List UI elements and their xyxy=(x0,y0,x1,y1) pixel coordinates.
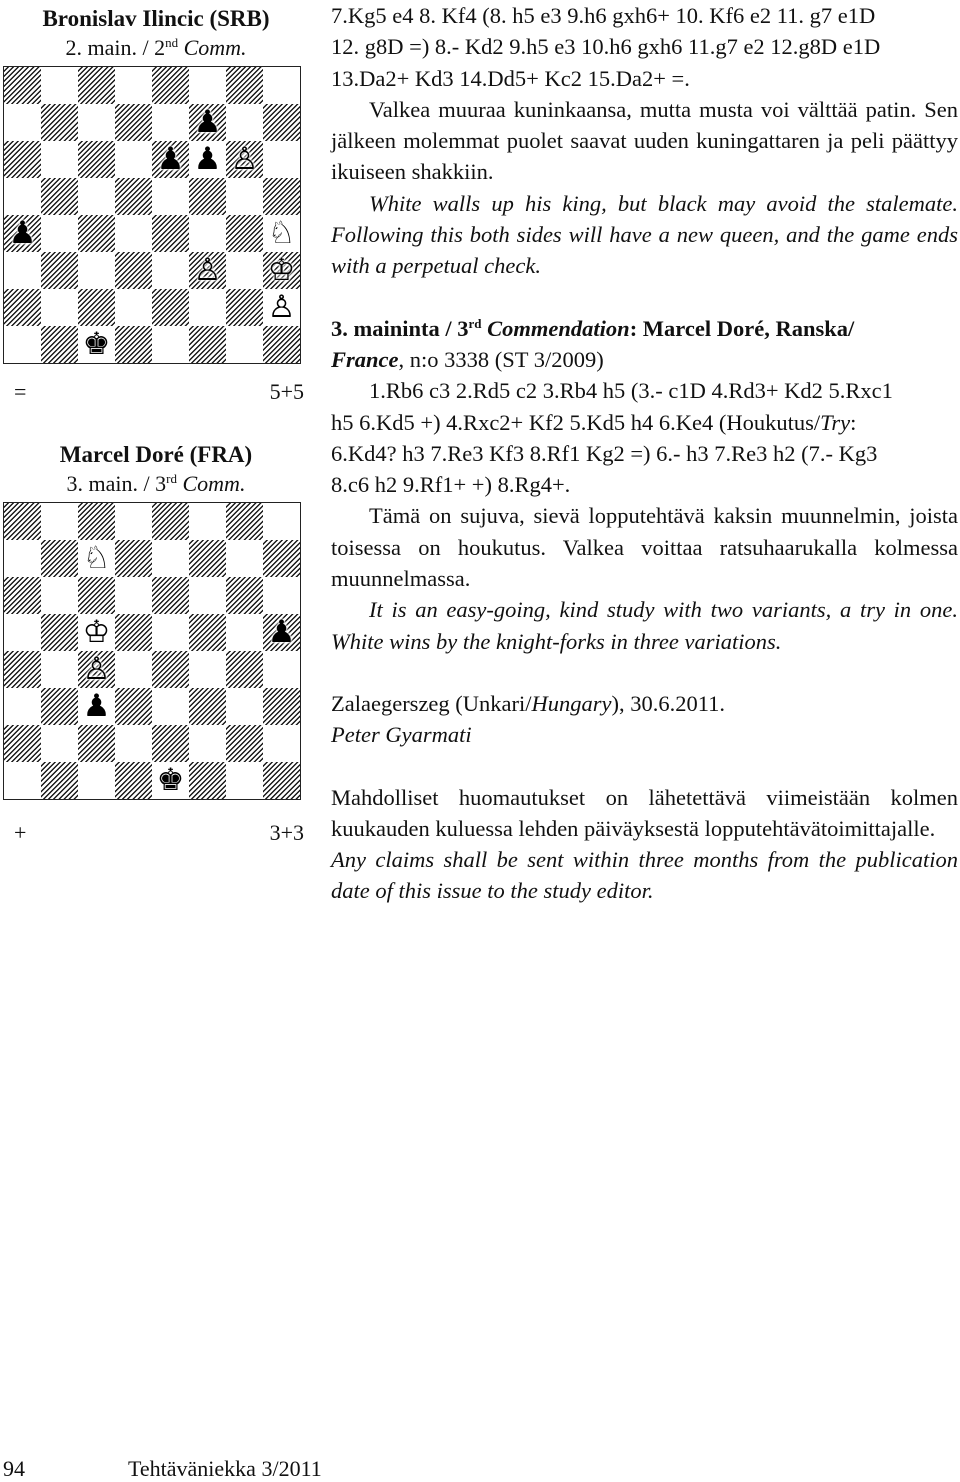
square-b6 xyxy=(41,577,78,614)
square-e5 xyxy=(152,178,189,215)
white-pawn-icon: ♙ xyxy=(193,252,222,288)
square-a1 xyxy=(4,326,41,363)
solution2-line: 6.Kd4? h3 7.Re3 Kf3 8.Rf1 Kg2 =) 6.- h3 7.Re3 h2 (7.- Kg3 xyxy=(331,440,878,466)
square-d2 xyxy=(115,725,152,762)
square-d1 xyxy=(115,762,152,799)
study1-material: 5+5 xyxy=(269,379,304,404)
square-b1 xyxy=(41,762,78,799)
square-g1 xyxy=(226,762,263,799)
square-h4 xyxy=(263,651,300,688)
square-c5 xyxy=(78,178,115,215)
square-g5 xyxy=(226,178,263,215)
square-d7 xyxy=(115,104,152,141)
square-h7 xyxy=(263,540,300,577)
square-b5 xyxy=(41,614,78,651)
square-b2 xyxy=(41,289,78,326)
square-e3 xyxy=(152,688,189,725)
square-g6 xyxy=(226,577,263,614)
square-a8 xyxy=(4,503,41,540)
square-a5 xyxy=(4,614,41,651)
white-pawn-icon: ♙ xyxy=(267,289,296,325)
study2-heading xyxy=(0,440,312,498)
square-e1 xyxy=(152,326,189,363)
solution2-line: 1.Rb6 c3 2.Rd5 c2 3.Rb4 h5 (3.- c1D 4.Rd3+ Kd2 5.Rxc1 xyxy=(369,378,893,404)
square-h5 xyxy=(263,614,300,651)
square-b8 xyxy=(41,503,78,540)
square-e5 xyxy=(152,614,189,651)
square-h1 xyxy=(263,326,300,363)
solution1-line: 7.Kg5 e4 8. Kf4 (8. h5 e3 9.h6 gxh6+ 10. Kf6 e2 11. g7 e1D xyxy=(331,3,876,28)
square-h3 xyxy=(263,688,300,725)
square-h2 xyxy=(263,725,300,762)
square-d4 xyxy=(115,215,152,252)
square-b8 xyxy=(41,67,78,104)
square-e2 xyxy=(152,725,189,762)
square-g3 xyxy=(226,688,263,725)
square-g4 xyxy=(226,215,263,252)
square-e8 xyxy=(152,67,189,104)
study2-material: 3+3 xyxy=(269,820,304,845)
square-e8 xyxy=(152,503,189,540)
square-g8 xyxy=(226,503,263,540)
square-a4 xyxy=(4,215,41,252)
square-c3 xyxy=(78,688,115,725)
chessboard-study1 xyxy=(3,66,301,364)
square-c1 xyxy=(78,762,115,799)
square-g8 xyxy=(226,67,263,104)
square-h8 xyxy=(263,67,300,104)
finnish-comment-1: Valkea muuraa kuninkaansa, mutta musta voi välttää patin. Sen jälkeen molemmat puolet saavat uuden kuningattaren ja peli päättyy ikuiseen shakkiin. xyxy=(331,96,958,185)
black-pawn-icon: ♟ xyxy=(82,688,111,724)
square-e7 xyxy=(152,104,189,141)
square-h6 xyxy=(263,141,300,178)
spacer xyxy=(331,657,958,688)
square-g5 xyxy=(226,614,263,651)
white-knight-icon: ♘ xyxy=(82,540,111,576)
square-b7 xyxy=(41,540,78,577)
square-f3 xyxy=(189,688,226,725)
solution1-line: 13.Da2+ Kd3 14.Dd5+ Kc2 15.Da2+ =. xyxy=(331,65,690,91)
english-comment-2: It is an easy-going, kind study with two variants, a try in one. White wins by the knight-forks in three variations. xyxy=(331,597,958,654)
square-a4 xyxy=(4,651,41,688)
finnish-comment-2: Tämä on sujuva, sievä lopputehtävä kaksin muunnelmin, joista toisessa on houkutus. Valkea voittaa ratsuhaarukalla kolmessa muunnelmassa. xyxy=(331,503,958,592)
study1-award: 2. main. / 2nd Comm. xyxy=(65,35,247,60)
study1-author: Bronislav Ilincic (SRB) xyxy=(42,6,270,31)
square-g7 xyxy=(226,540,263,577)
square-f7 xyxy=(189,104,226,141)
square-b1 xyxy=(41,326,78,363)
square-b3 xyxy=(41,688,78,725)
square-c6 xyxy=(78,141,115,178)
solution2-line: h5 6.Kd5 +) 4.Rxc2+ Kf2 5.Kd5 h4 6.Ke4 (Houkutus/Try: xyxy=(331,409,857,435)
square-d7 xyxy=(115,540,152,577)
square-a7 xyxy=(4,540,41,577)
square-d6 xyxy=(115,577,152,614)
square-h8 xyxy=(263,503,300,540)
square-d3 xyxy=(115,252,152,289)
square-c8 xyxy=(78,67,115,104)
square-f5 xyxy=(189,178,226,215)
square-f3 xyxy=(189,252,226,289)
white-king-icon: ♔ xyxy=(267,252,296,288)
square-c2 xyxy=(78,725,115,762)
black-king-icon: ♚ xyxy=(82,326,111,362)
magazine-title: Tehtäväniekka 3/2011 xyxy=(128,1456,322,1481)
square-c6 xyxy=(78,577,115,614)
square-e6 xyxy=(152,577,189,614)
square-b6 xyxy=(41,141,78,178)
square-h3 xyxy=(263,252,300,289)
place-date: Zalaegerszeg (Unkari/Hungary), 30.6.2011. xyxy=(331,690,726,716)
square-g1 xyxy=(226,326,263,363)
square-f2 xyxy=(189,725,226,762)
solution1-line: 12. g8D =) 8.- Kd2 9.h5 e3 10.h6 gxh6 11.g7 e2 12.g8D e1D xyxy=(331,34,881,60)
square-h2 xyxy=(263,289,300,326)
square-d1 xyxy=(115,326,152,363)
square-g4 xyxy=(226,651,263,688)
spacer xyxy=(331,282,958,313)
square-c7 xyxy=(78,540,115,577)
english-comment-1: White walls up his king, but black may avoid the stalemate. Following this both sides will have a new queen, and the game ends with a perpetual check. xyxy=(331,190,958,279)
white-knight-icon: ♘ xyxy=(267,215,296,251)
chessboard-study2 xyxy=(3,502,301,800)
square-c2 xyxy=(78,289,115,326)
white-pawn-icon: ♙ xyxy=(82,651,111,687)
square-g7 xyxy=(226,104,263,141)
square-h1 xyxy=(263,762,300,799)
square-c7 xyxy=(78,104,115,141)
square-f6 xyxy=(189,141,226,178)
white-king-icon: ♔ xyxy=(82,614,111,650)
square-a2 xyxy=(4,725,41,762)
study2-award: 3. main. / 3rd Comm. xyxy=(66,471,246,496)
square-a7 xyxy=(4,104,41,141)
square-c4 xyxy=(78,651,115,688)
english-notice: Any claims shall be sent within three months from the publication date of this issue to the study editor. xyxy=(331,847,958,904)
square-a1 xyxy=(4,762,41,799)
square-a3 xyxy=(4,252,41,289)
square-g6 xyxy=(226,141,263,178)
square-d8 xyxy=(115,503,152,540)
square-f8 xyxy=(189,67,226,104)
square-e2 xyxy=(152,289,189,326)
square-b3 xyxy=(41,252,78,289)
square-d5 xyxy=(115,614,152,651)
square-f6 xyxy=(189,577,226,614)
square-f5 xyxy=(189,614,226,651)
square-f4 xyxy=(189,651,226,688)
square-d3 xyxy=(115,688,152,725)
square-f7 xyxy=(189,540,226,577)
square-g2 xyxy=(226,289,263,326)
text-column xyxy=(331,0,958,907)
square-h6 xyxy=(263,577,300,614)
square-d4 xyxy=(115,651,152,688)
square-e1 xyxy=(152,762,189,799)
finnish-notice: Mahdolliset huomautukset on lähetettävä viimeistään kolmen kuukauden kuluessa lehden päiväyksestä lopputehtävätoimittajalle. xyxy=(331,784,958,841)
square-c5 xyxy=(78,614,115,651)
square-g3 xyxy=(226,252,263,289)
square-g2 xyxy=(226,725,263,762)
square-h4 xyxy=(263,215,300,252)
black-pawn-icon: ♟ xyxy=(193,141,222,177)
square-a5 xyxy=(4,178,41,215)
square-e7 xyxy=(152,540,189,577)
square-d6 xyxy=(115,141,152,178)
square-e6 xyxy=(152,141,189,178)
square-a8 xyxy=(4,67,41,104)
square-e4 xyxy=(152,651,189,688)
square-b4 xyxy=(41,651,78,688)
square-c1 xyxy=(78,326,115,363)
square-b7 xyxy=(41,104,78,141)
square-c8 xyxy=(78,503,115,540)
square-a2 xyxy=(4,289,41,326)
solution2-line: 8.c6 h2 9.Rf1+ +) 8.Rg4+. xyxy=(331,472,571,498)
study1-result: = xyxy=(14,379,27,404)
square-a6 xyxy=(4,141,41,178)
black-king-icon: ♚ xyxy=(156,762,185,798)
square-f1 xyxy=(189,762,226,799)
square-d8 xyxy=(115,67,152,104)
study2-result: + xyxy=(14,820,27,845)
square-f1 xyxy=(189,326,226,363)
spacer xyxy=(331,751,958,782)
square-c3 xyxy=(78,252,115,289)
black-pawn-icon: ♟ xyxy=(193,104,222,140)
study1-heading xyxy=(0,4,312,62)
square-d2 xyxy=(115,289,152,326)
study2-author: Marcel Doré (FRA) xyxy=(59,442,253,467)
square-b2 xyxy=(41,725,78,762)
square-c4 xyxy=(78,215,115,252)
black-pawn-icon: ♟ xyxy=(156,141,185,177)
study2-header: 3. maininta / 3rd Commendation: Marcel Doré, Ranska/ France, n:o 3338 (ST 3/2009) xyxy=(331,315,855,372)
square-f2 xyxy=(189,289,226,326)
square-d5 xyxy=(115,178,152,215)
square-b5 xyxy=(41,178,78,215)
square-f4 xyxy=(189,215,226,252)
square-f8 xyxy=(189,503,226,540)
square-e3 xyxy=(152,252,189,289)
square-h7 xyxy=(263,104,300,141)
square-e4 xyxy=(152,215,189,252)
square-b4 xyxy=(41,215,78,252)
page-number: 94 xyxy=(3,1456,25,1481)
black-pawn-icon: ♟ xyxy=(267,614,296,650)
square-a3 xyxy=(4,688,41,725)
signature: Peter Gyarmati xyxy=(331,722,472,748)
white-pawn-icon: ♙ xyxy=(230,141,259,177)
square-h5 xyxy=(263,178,300,215)
square-a6 xyxy=(4,577,41,614)
black-pawn-icon: ♟ xyxy=(8,215,37,251)
